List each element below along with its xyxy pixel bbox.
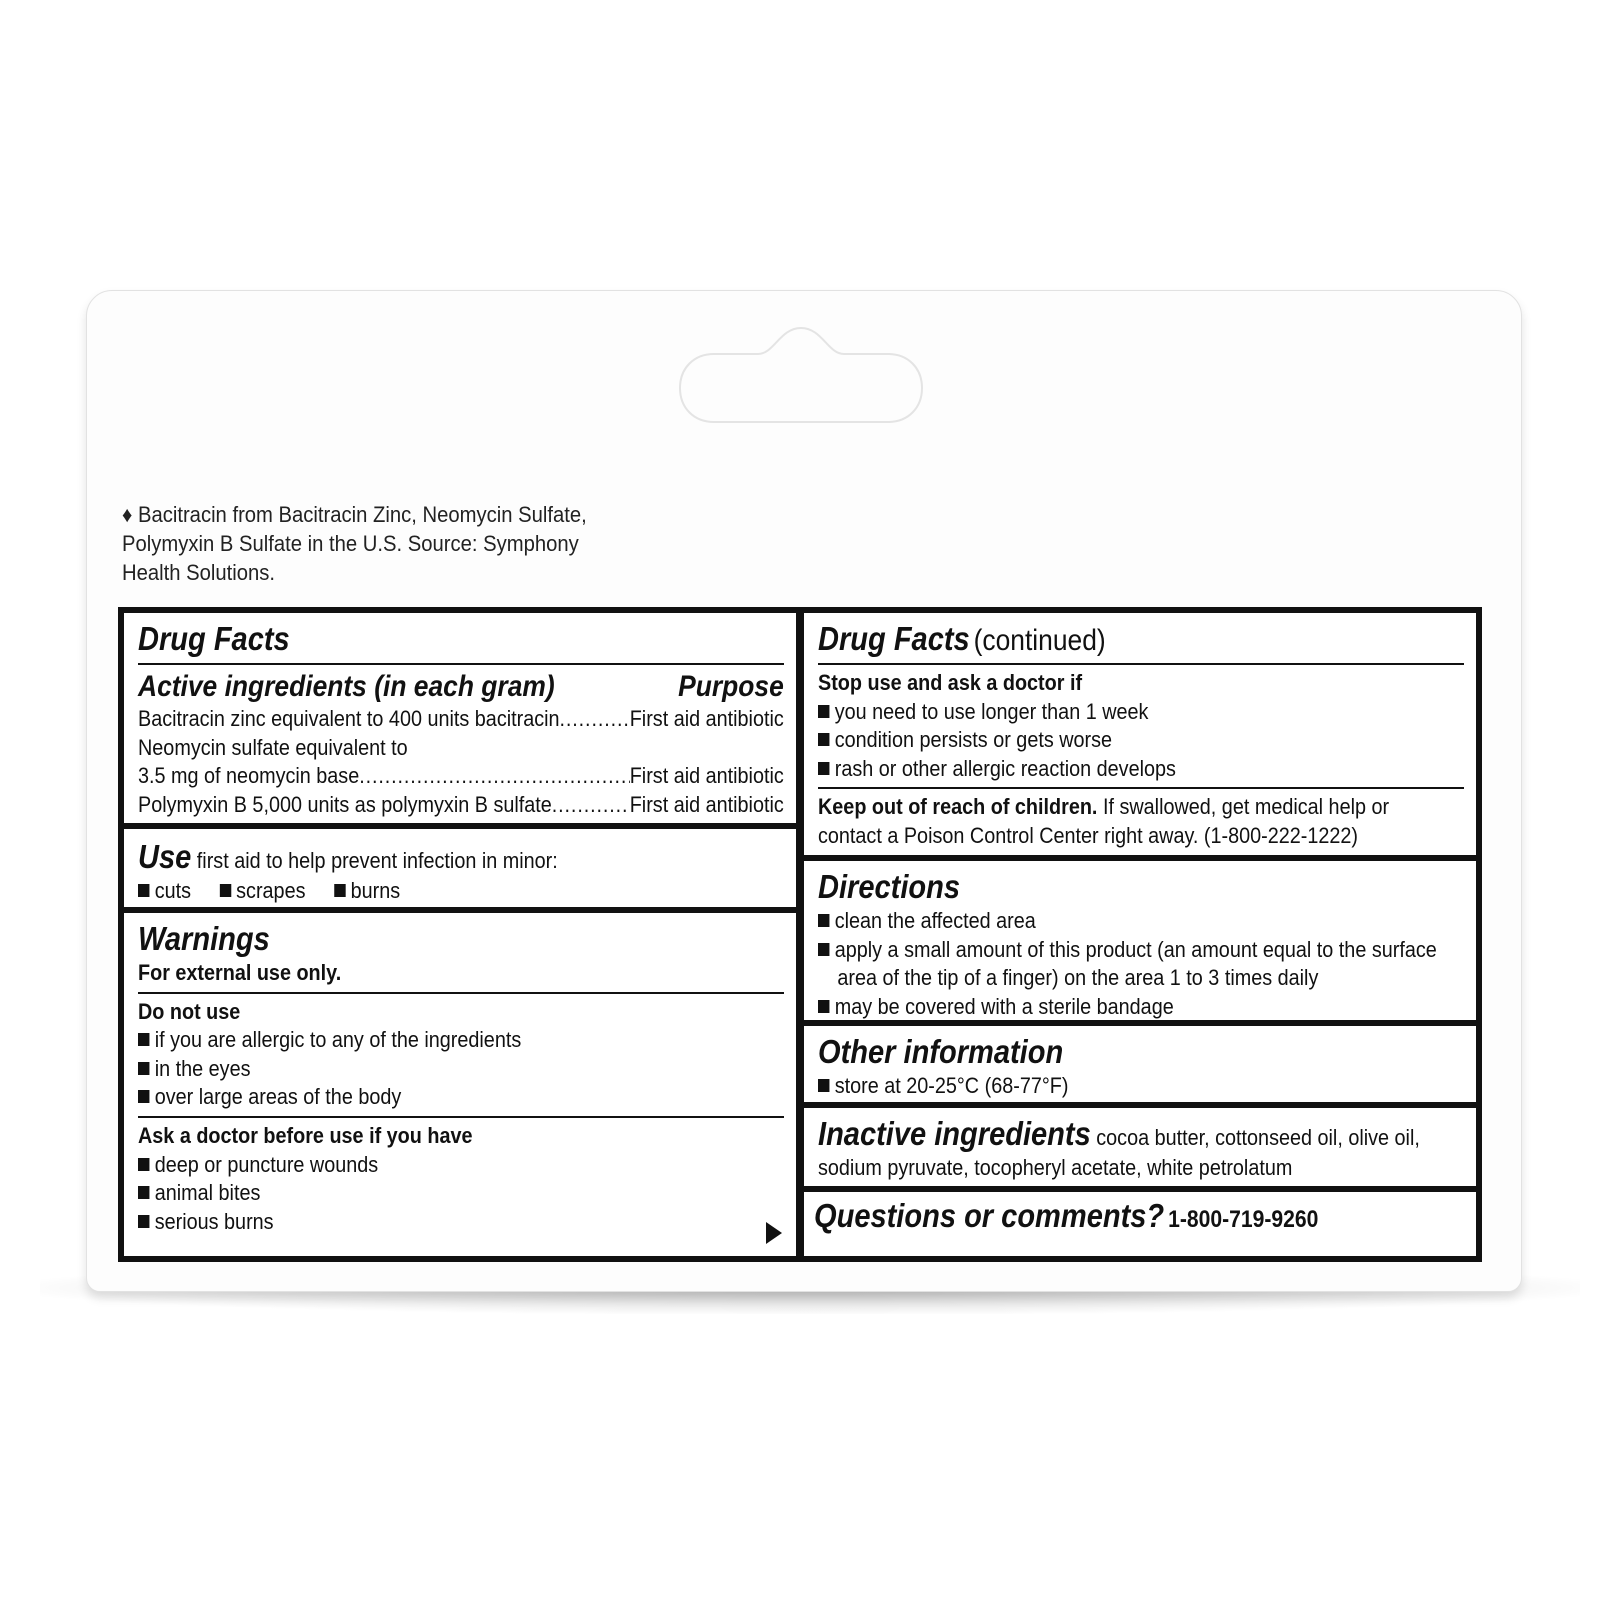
- stop-use-heading: Stop use and ask a doctor if: [818, 670, 1083, 695]
- list-item: rash or other allergic reaction develops: [818, 755, 1386, 784]
- leader-dots: [560, 705, 630, 734]
- active-ingredients-header: [138, 669, 784, 705]
- ingredient-name-line: Neomycin sulfate equivalent to: [138, 734, 408, 760]
- warnings-heading: Warnings: [138, 920, 270, 957]
- other-information-heading: Other information: [818, 1033, 1064, 1070]
- bullet-icon: [138, 1186, 149, 1199]
- bullet-icon: [138, 1215, 149, 1228]
- list-item: deep or puncture wounds: [138, 1151, 706, 1180]
- list-item: serious burns: [138, 1208, 706, 1237]
- bullet-icon: [818, 762, 829, 775]
- continued-arrow-icon: [766, 1222, 782, 1244]
- purpose-heading: Purpose: [678, 670, 784, 703]
- bullet-icon: [138, 1090, 149, 1103]
- use-item: burns: [350, 878, 401, 903]
- bullet-icon: [138, 1062, 149, 1075]
- directions-heading: Directions: [818, 868, 961, 905]
- use-item: scrapes: [236, 878, 306, 903]
- bullet-icon: [818, 914, 829, 927]
- external-use-text: For external use only.: [138, 960, 342, 985]
- other-information-section: [804, 1026, 1476, 1108]
- bullet-icon: [219, 884, 230, 897]
- inactive-ingredients-section: [804, 1108, 1476, 1192]
- footnote-line: Health Solutions.: [122, 560, 276, 585]
- list-item: in the eyes: [138, 1055, 706, 1084]
- questions-heading: Questions or comments?: [814, 1197, 1165, 1234]
- ingredient-row: [138, 705, 784, 734]
- ingredient-name: Polymyxin B 5,000 units as polymyxin B sulfate: [138, 791, 552, 817]
- ingredient-row: [138, 762, 784, 791]
- bullet-icon: [138, 884, 149, 897]
- bullet-icon: [138, 1158, 149, 1171]
- footnote: [122, 500, 642, 587]
- bullet-icon: [334, 884, 345, 897]
- bullet-icon: [138, 1033, 149, 1046]
- divider: [138, 992, 784, 994]
- inactive-ingredients-heading: Inactive ingredients: [818, 1115, 1091, 1152]
- ingredient-name: Bacitracin zinc equivalent to 400 units bacitracin: [138, 706, 560, 731]
- drug-facts-continued-title: Drug Facts (continued): [818, 620, 1106, 657]
- footnote-line: ♦ Bacitracin from Bacitracin Zinc, Neomycin Sulfate,: [122, 502, 587, 527]
- bullet-icon: [818, 1079, 829, 1092]
- drug-facts-left-panel: [118, 607, 802, 1262]
- questions-section: [804, 1192, 1476, 1236]
- list-item: animal bites: [138, 1179, 706, 1208]
- list-item: clean the affected area: [818, 907, 1386, 936]
- bullet-icon: [818, 733, 829, 746]
- hang-hole-icon: [662, 322, 940, 430]
- bullet-icon: [818, 943, 829, 956]
- ask-doctor-heading: Ask a doctor before use if you have: [138, 1122, 473, 1148]
- divider: [818, 787, 1464, 789]
- leader-dots: [359, 762, 629, 791]
- divider: [138, 1116, 784, 1118]
- ingredient-purpose: First aid antibiotic: [629, 706, 784, 731]
- use-section: [124, 829, 796, 913]
- warnings-section: [124, 913, 796, 1256]
- bullet-icon: [818, 705, 829, 718]
- ingredient-row: [138, 791, 784, 820]
- active-ingredients-section: [124, 613, 796, 829]
- divider: [818, 663, 1464, 665]
- list-item-continued: area of the tip of a finger) on the area 1 to 3 times daily: [837, 965, 1319, 991]
- bullet-icon: [818, 1000, 829, 1013]
- keep-out-of-reach: Keep out of reach of children. If swallowed, get medical help or: [818, 794, 1390, 820]
- list-item: over large areas of the body: [138, 1083, 706, 1112]
- list-item: store at 20-25°C (68-77°F): [818, 1072, 1386, 1101]
- divider: [138, 663, 784, 665]
- leader-dots: [552, 791, 630, 820]
- drug-facts-right-panel: [798, 607, 1482, 1262]
- use-heading: Use: [138, 838, 192, 875]
- ingredient-name: 3.5 mg of neomycin base: [138, 763, 360, 789]
- list-item: may be covered with a sterile bandage: [818, 993, 1386, 1022]
- use-items: [138, 877, 706, 906]
- keep-out-of-reach-line2: contact a Poison Control Center right away. (1-800-222-1222): [818, 822, 1359, 848]
- use-line: [138, 837, 706, 877]
- active-ingredients-heading: Active ingredients (in each gram): [138, 670, 555, 703]
- questions-phone: 1-800-719-9260: [1168, 1206, 1319, 1233]
- ingredient-purpose: First aid antibiotic: [629, 763, 784, 789]
- use-text: first aid to help prevent infection in minor:: [196, 848, 558, 873]
- ingredients-list: [138, 705, 784, 819]
- inactive-ingredients-line2: sodium pyruvate, tocopheryl acetate, white petrolatum: [818, 1155, 1293, 1180]
- list-item: condition persists or gets worse: [818, 726, 1386, 755]
- drug-facts-title: Drug Facts: [138, 620, 290, 657]
- ingredient-purpose: First aid antibiotic: [629, 791, 784, 817]
- stop-use-section: [804, 613, 1476, 861]
- inactive-ingredients-line: Inactive ingredients cocoa butter, cottonseed oil, olive oil,: [818, 1115, 1420, 1152]
- questions-line: [814, 1196, 1386, 1236]
- list-item: apply a small amount of this product (an amount equal to the surface: [818, 936, 1386, 965]
- use-item: cuts: [154, 878, 192, 903]
- footnote-line: Polymyxin B Sulfate in the U.S. Source: Symphony: [122, 531, 579, 556]
- do-not-use-heading: Do not use: [138, 998, 241, 1024]
- list-item: you need to use longer than 1 week: [818, 698, 1386, 727]
- list-item: if you are allergic to any of the ingredients: [138, 1026, 706, 1055]
- directions-section: [804, 861, 1476, 1026]
